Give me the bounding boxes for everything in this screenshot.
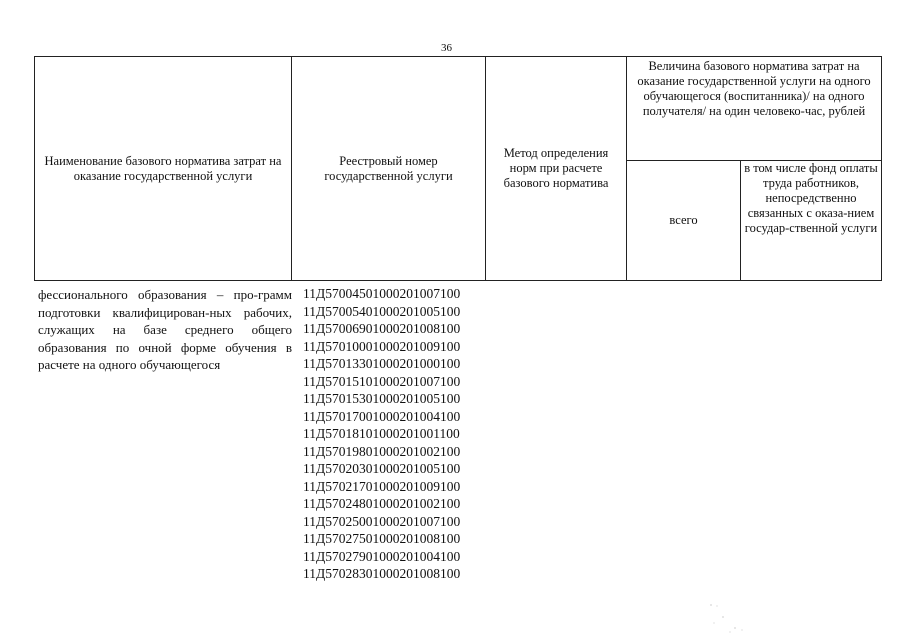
page-number: 36	[441, 42, 452, 54]
header-registry-number: Реестровый номер государственной услуги	[292, 57, 486, 281]
header-total: всего	[627, 161, 741, 281]
registry-code: 11Д57017001000201004100	[303, 408, 461, 424]
registry-code: 11Д57021701000201009100	[303, 478, 461, 494]
registry-code: 11Д57005401000201005100	[303, 303, 461, 319]
registry-code: 11Д57004501000201007100	[303, 286, 461, 301]
registry-code: 11Д57024801000201002100	[303, 496, 461, 511]
registry-code: 11Д57027501000201008100	[303, 531, 461, 546]
header-service-name: Наименование базового норматива затрат на оказание государственной услуги	[35, 57, 292, 281]
registry-code: 11Д57020301000201005100	[303, 461, 461, 476]
registry-code-list	[303, 285, 460, 583]
scan-speckle-mark	[705, 601, 750, 636]
registry-code: 11Д57028301000201008100	[303, 566, 461, 581]
registry-code: 11Д57027901000201004100	[303, 548, 461, 564]
header-labor-fund: в том числе фонд оплаты труда работников, непосредственно связанных с оказа-нием государ-ственной услуги	[741, 161, 882, 281]
registry-code: 11Д57015301000201005100	[303, 391, 461, 406]
registry-code: 11Д57010001000201009100	[303, 338, 461, 354]
registry-code: 11Д57018101000201001100	[303, 426, 460, 441]
header-norm-value: Величина базового норматива затрат на оказание государственной услуги на одного обучающегося (воспитанника)/ на одного получателя/ на один человеко-час, рублей	[627, 57, 882, 161]
norm-table	[34, 56, 882, 281]
service-name-text: фессионального образования – про-грамм подготовки квалифицирован-ных рабочих, служащих на базе среднего общего образования по очной форме обучения в расчете на одного обучающегося	[38, 287, 292, 372]
registry-code: 11Д57015101000201007100	[303, 373, 461, 389]
registry-code: 11Д57013301000201000100	[303, 356, 461, 371]
header-method: Метод определения норм при расчете базового норматива	[486, 57, 627, 281]
registry-code: 11Д57019801000201002100	[303, 443, 461, 459]
registry-code: 11Д57006901000201008100	[303, 321, 461, 336]
registry-code: 11Д57025001000201007100	[303, 513, 461, 529]
